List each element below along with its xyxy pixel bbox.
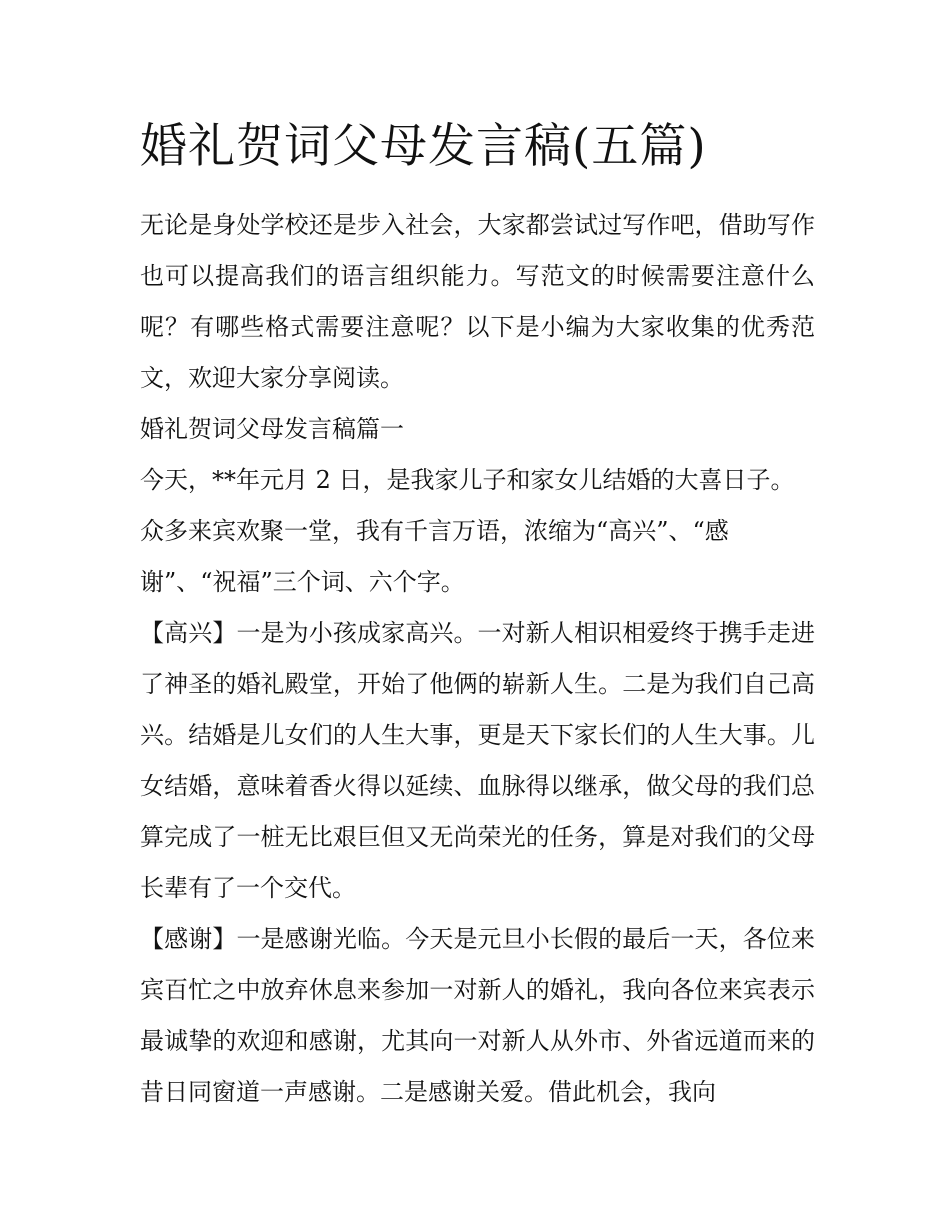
body-paragraph-happy: 【高兴】一是为小孩成家高兴。一对新人相识相爱终于携手走进了神圣的婚礼殿堂，开始了他俩的崭新人生。二是为我们自己高兴。结婚是儿女们的人生大事，更是天下家长们的人生大事。儿女结婚，意味着香火得以延续、血脉得以继承，做父母的我们总算完成了一桩无比艰巨但又无尚荣光的任务，算是对我们的父母长辈有了一个交代。 — [140, 619, 815, 902]
intro-paragraph: 无论是身处学校还是步入社会，大家都尝试过写作吧，借助写作也可以提高我们的语言组织能力。写范文的时候需要注意什么呢？有哪些格式需要注意呢？以下是小编为大家收集的优秀范文，欢迎大家分享阅读。 — [140, 211, 815, 392]
document-title: 婚礼贺词父母发言稿(五篇) — [140, 119, 707, 174]
section-heading: 婚礼贺词父母发言稿篇一 — [140, 415, 404, 443]
body-paragraph-date: 今天，**年元月 2 日，是我家儿子和家女儿结婚的大喜日子。 — [140, 466, 795, 494]
body-paragraph-thanks: 【感谢】一是感谢光临。今天是元旦小长假的最后一天，各位来宾百忙之中放弃休息来参加一对新人的婚礼，我向各位来宾表示最诚挚的欢迎和感谢，尤其向一对新人从外市、外省远道而来的昔日同窗道一声感谢。二是感谢关爱。借此机会，我向 — [140, 925, 815, 1106]
document-page — [140, 112, 815, 1118]
body-paragraph-guests: 众多来宾欢聚一堂，我有千言万语，浓缩为“高兴”、“感谢”、“祝福”三个词、六个字。 — [140, 517, 729, 596]
